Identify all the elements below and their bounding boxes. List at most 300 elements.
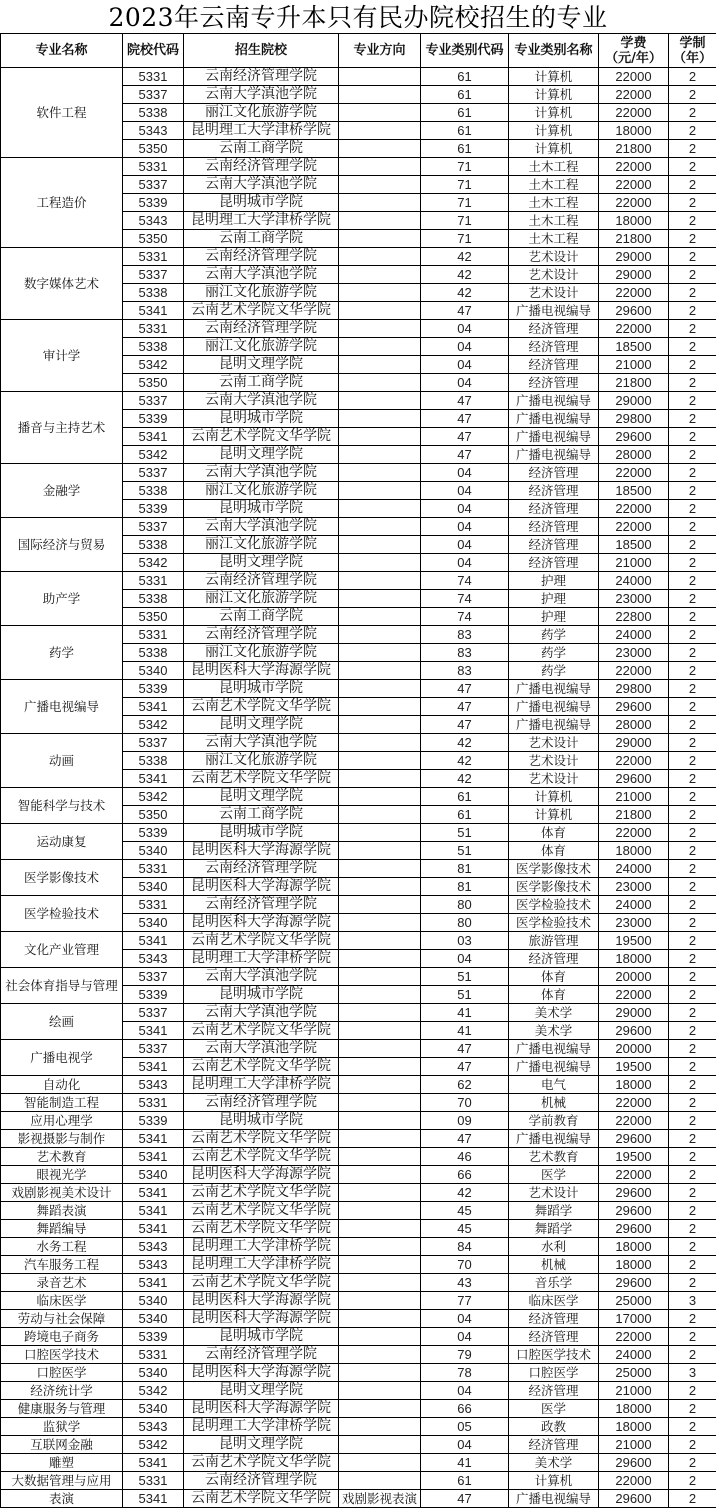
school-cell: 昆明城市学院: [184, 1112, 339, 1130]
category-name-cell: 艺术教育: [509, 1148, 599, 1166]
school-code-cell: 5341: [123, 1130, 184, 1148]
direction-cell: [339, 1166, 421, 1184]
direction-cell: [339, 338, 421, 356]
school-code-cell: 5341: [123, 428, 184, 446]
school-code-cell: 5341: [123, 1058, 184, 1076]
category-code-cell: 41: [421, 1454, 509, 1472]
years-cell: 2: [669, 104, 716, 122]
direction-cell: [339, 644, 421, 662]
school-code-cell: 5340: [123, 1364, 184, 1382]
school-cell: 昆明文理学院: [184, 1436, 339, 1454]
years-cell: 2: [669, 1454, 716, 1472]
direction-cell: [339, 1436, 421, 1454]
school-code-cell: 5338: [123, 536, 184, 554]
major-name-cell: 医学影像技术: [1, 860, 123, 896]
school-cell: 云南艺术学院文华学院: [184, 698, 339, 716]
school-code-cell: 5331: [123, 896, 184, 914]
school-code-cell: 5342: [123, 446, 184, 464]
category-code-cell: 71: [421, 194, 509, 212]
school-code-cell: 5339: [123, 500, 184, 518]
category-code-cell: 51: [421, 986, 509, 1004]
school-code-cell: 5339: [123, 680, 184, 698]
category-code-cell: 47: [421, 716, 509, 734]
header-school: 招生院校: [184, 34, 339, 68]
category-code-cell: 61: [421, 806, 509, 824]
major-name-cell: 劳动与社会保障: [1, 1310, 123, 1328]
major-name-cell: 水务工程: [1, 1238, 123, 1256]
school-code-cell: 5340: [123, 842, 184, 860]
school-code-cell: 5339: [123, 194, 184, 212]
category-code-cell: 79: [421, 1346, 509, 1364]
table-row: [1, 392, 716, 410]
table-row: [1, 1436, 716, 1454]
school-cell: 云南经济管理学院: [184, 860, 339, 878]
category-code-cell: 66: [421, 1400, 509, 1418]
major-name-cell: 互联网金融: [1, 1436, 123, 1454]
category-name-cell: 广播电视编导: [509, 1490, 599, 1508]
fee-cell: 22800: [599, 608, 669, 626]
major-name-cell: 表演: [1, 1490, 123, 1508]
category-code-cell: 04: [421, 1328, 509, 1346]
direction-cell: [339, 1382, 421, 1400]
school-cell: 云南艺术学院文华学院: [184, 302, 339, 320]
category-name-cell: 艺术设计: [509, 734, 599, 752]
major-name-cell: 大数据管理与应用: [1, 1472, 123, 1490]
school-code-cell: 5337: [123, 518, 184, 536]
school-cell: 昆明城市学院: [184, 986, 339, 1004]
direction-cell: [339, 968, 421, 986]
direction-cell: [339, 932, 421, 950]
school-code-cell: 5338: [123, 338, 184, 356]
years-cell: 2: [669, 860, 716, 878]
school-cell: 丽江文化旅游学院: [184, 752, 339, 770]
school-code-cell: 5342: [123, 1382, 184, 1400]
direction-cell: [339, 1454, 421, 1472]
direction-cell: [339, 464, 421, 482]
fee-cell: 22000: [599, 752, 669, 770]
category-code-cell: 84: [421, 1238, 509, 1256]
category-code-cell: 09: [421, 1112, 509, 1130]
major-name-cell: 数字媒体艺术: [1, 248, 123, 320]
school-cell: 云南经济管理学院: [184, 68, 339, 86]
direction-cell: 戏剧影视表演: [339, 1490, 421, 1508]
category-name-cell: 经济管理: [509, 536, 599, 554]
fee-cell: 29000: [599, 1004, 669, 1022]
fee-cell: 22000: [599, 1166, 669, 1184]
direction-cell: [339, 266, 421, 284]
direction-cell: [339, 194, 421, 212]
category-code-cell: 04: [421, 518, 509, 536]
school-code-cell: 5340: [123, 1310, 184, 1328]
category-name-cell: 广播电视编导: [509, 410, 599, 428]
years-cell: 2: [669, 1004, 716, 1022]
table-row: [1, 1220, 716, 1238]
header-years-line1: 学制: [669, 36, 716, 51]
direction-cell: [339, 896, 421, 914]
table-row: [1, 1112, 716, 1130]
direction-cell: [339, 356, 421, 374]
years-cell: 2: [669, 356, 716, 374]
direction-cell: [339, 86, 421, 104]
school-code-cell: 5337: [123, 176, 184, 194]
years-cell: 2: [669, 626, 716, 644]
category-code-cell: 61: [421, 68, 509, 86]
school-cell: 昆明文理学院: [184, 1382, 339, 1400]
major-name-cell: 智能科学与技术: [1, 788, 123, 824]
direction-cell: [339, 1094, 421, 1112]
fee-cell: 22000: [599, 68, 669, 86]
category-code-cell: 78: [421, 1364, 509, 1382]
school-code-cell: 5331: [123, 1472, 184, 1490]
school-code-cell: 5341: [123, 1490, 184, 1508]
category-code-cell: 04: [421, 320, 509, 338]
fee-cell: 22000: [599, 1112, 669, 1130]
school-code-cell: 5342: [123, 1436, 184, 1454]
school-cell: 云南艺术学院文华学院: [184, 1184, 339, 1202]
category-name-cell: 经济管理: [509, 1436, 599, 1454]
years-cell: 2: [669, 608, 716, 626]
direction-cell: [339, 662, 421, 680]
fee-cell: 19500: [599, 1148, 669, 1166]
school-code-cell: 5331: [123, 626, 184, 644]
category-name-cell: 广播电视编导: [509, 1040, 599, 1058]
years-cell: 2: [669, 140, 716, 158]
category-code-cell: 47: [421, 302, 509, 320]
category-code-cell: 03: [421, 932, 509, 950]
school-code-cell: 5350: [123, 608, 184, 626]
category-code-cell: 74: [421, 590, 509, 608]
category-name-cell: 土木工程: [509, 230, 599, 248]
years-cell: 2: [669, 842, 716, 860]
fee-cell: 22000: [599, 284, 669, 302]
fee-cell: 29600: [599, 1220, 669, 1238]
direction-cell: [339, 1418, 421, 1436]
direction-cell: [339, 1004, 421, 1022]
school-cell: 昆明医科大学海源学院: [184, 914, 339, 932]
direction-cell: [339, 878, 421, 896]
school-code-cell: 5338: [123, 482, 184, 500]
category-code-cell: 61: [421, 122, 509, 140]
years-cell: 2: [669, 482, 716, 500]
table-row: [1, 680, 716, 698]
direction-cell: [339, 554, 421, 572]
direction-cell: [339, 1364, 421, 1382]
category-name-cell: 医学: [509, 1166, 599, 1184]
table-row: [1, 1490, 716, 1508]
category-name-cell: 医学检验技术: [509, 896, 599, 914]
school-cell: 云南大学滇池学院: [184, 464, 339, 482]
fee-cell: 18000: [599, 1076, 669, 1094]
major-name-cell: 广播电视编导: [1, 680, 123, 734]
years-cell: 2: [669, 500, 716, 518]
school-code-cell: 5331: [123, 320, 184, 338]
school-cell: 丽江文化旅游学院: [184, 482, 339, 500]
years-cell: 2: [669, 1220, 716, 1238]
direction-cell: [339, 140, 421, 158]
fee-cell: 20000: [599, 968, 669, 986]
category-name-cell: 临床医学: [509, 1292, 599, 1310]
category-name-cell: 广播电视编导: [509, 1058, 599, 1076]
major-name-cell: 软件工程: [1, 68, 123, 158]
years-cell: 2: [669, 176, 716, 194]
category-code-cell: 04: [421, 482, 509, 500]
major-name-cell: 汽车服务工程: [1, 1256, 123, 1274]
school-cell: 丽江文化旅游学院: [184, 536, 339, 554]
category-code-cell: 42: [421, 284, 509, 302]
category-code-cell: 04: [421, 554, 509, 572]
major-name-cell: 广播电视学: [1, 1040, 123, 1076]
header-category-name: 专业类别名称: [509, 34, 599, 68]
years-cell: 2: [669, 824, 716, 842]
direction-cell: [339, 860, 421, 878]
fee-cell: 29600: [599, 302, 669, 320]
table-row: [1, 1004, 716, 1022]
direction-cell: [339, 518, 421, 536]
category-code-cell: 47: [421, 698, 509, 716]
school-cell: 云南艺术学院文华学院: [184, 1202, 339, 1220]
years-cell: 2: [669, 212, 716, 230]
category-name-cell: 土木工程: [509, 176, 599, 194]
school-cell: 昆明医科大学海源学院: [184, 1400, 339, 1418]
category-name-cell: 经济管理: [509, 338, 599, 356]
category-name-cell: 经济管理: [509, 320, 599, 338]
years-cell: 2: [669, 518, 716, 536]
years-cell: 2: [669, 1382, 716, 1400]
fee-cell: 24000: [599, 860, 669, 878]
major-name-cell: 文化产业管理: [1, 932, 123, 968]
category-code-cell: 04: [421, 500, 509, 518]
school-code-cell: 5342: [123, 356, 184, 374]
fee-cell: 22000: [599, 176, 669, 194]
fee-cell: 29800: [599, 680, 669, 698]
school-code-cell: 5337: [123, 734, 184, 752]
fee-cell: 18500: [599, 536, 669, 554]
table-row: [1, 1238, 716, 1256]
table-row: [1, 1346, 716, 1364]
direction-cell: [339, 1256, 421, 1274]
category-name-cell: 护理: [509, 608, 599, 626]
category-code-cell: 42: [421, 1184, 509, 1202]
school-code-cell: 5343: [123, 1076, 184, 1094]
school-code-cell: 5337: [123, 266, 184, 284]
school-code-cell: 5343: [123, 1238, 184, 1256]
fee-cell: 22000: [599, 104, 669, 122]
category-name-cell: 广播电视编导: [509, 446, 599, 464]
table-row: [1, 572, 716, 590]
school-code-cell: 5337: [123, 968, 184, 986]
school-code-cell: 5350: [123, 374, 184, 392]
major-name-cell: 金融学: [1, 464, 123, 518]
category-code-cell: 51: [421, 968, 509, 986]
table-row: [1, 1454, 716, 1472]
category-code-cell: 47: [421, 1490, 509, 1508]
category-code-cell: 04: [421, 464, 509, 482]
category-code-cell: 04: [421, 338, 509, 356]
direction-cell: [339, 320, 421, 338]
school-cell: 云南大学滇池学院: [184, 1004, 339, 1022]
category-code-cell: 04: [421, 1382, 509, 1400]
major-name-cell: 跨境电子商务: [1, 1328, 123, 1346]
direction-cell: [339, 536, 421, 554]
direction-cell: [339, 248, 421, 266]
category-code-cell: 42: [421, 248, 509, 266]
table-row: [1, 1400, 716, 1418]
category-name-cell: 土木工程: [509, 158, 599, 176]
school-code-cell: 5337: [123, 464, 184, 482]
category-name-cell: 舞蹈学: [509, 1220, 599, 1238]
table-row: [1, 1274, 716, 1292]
years-cell: 2: [669, 878, 716, 896]
years-cell: 2: [669, 302, 716, 320]
category-code-cell: 47: [421, 392, 509, 410]
school-cell: 丽江文化旅游学院: [184, 644, 339, 662]
major-name-cell: 运动康复: [1, 824, 123, 860]
years-cell: 2: [669, 338, 716, 356]
school-cell: 云南经济管理学院: [184, 248, 339, 266]
category-name-cell: 广播电视编导: [509, 698, 599, 716]
category-code-cell: 83: [421, 626, 509, 644]
major-name-cell: 绘画: [1, 1004, 123, 1040]
direction-cell: [339, 230, 421, 248]
fee-cell: 18500: [599, 338, 669, 356]
category-name-cell: 计算机: [509, 806, 599, 824]
category-name-cell: 艺术设计: [509, 770, 599, 788]
fee-cell: 22000: [599, 86, 669, 104]
school-code-cell: 5338: [123, 644, 184, 662]
category-name-cell: 广播电视编导: [509, 302, 599, 320]
school-code-cell: 5341: [123, 1274, 184, 1292]
category-name-cell: 护理: [509, 590, 599, 608]
fee-cell: 22000: [599, 1472, 669, 1490]
fee-cell: 21000: [599, 1436, 669, 1454]
school-cell: 云南大学滇池学院: [184, 518, 339, 536]
category-code-cell: 04: [421, 950, 509, 968]
school-cell: 云南艺术学院文华学院: [184, 770, 339, 788]
years-cell: 2: [669, 1022, 716, 1040]
direction-cell: [339, 1220, 421, 1238]
fee-cell: 22000: [599, 1328, 669, 1346]
school-cell: 云南艺术学院文华学院: [184, 1130, 339, 1148]
direction-cell: [339, 500, 421, 518]
category-code-cell: 71: [421, 176, 509, 194]
category-code-cell: 47: [421, 680, 509, 698]
header-category-code: 专业类别代码: [421, 34, 509, 68]
years-cell: 2: [669, 590, 716, 608]
years-cell: 2: [669, 1274, 716, 1292]
school-code-cell: 5343: [123, 122, 184, 140]
category-code-cell: 04: [421, 356, 509, 374]
category-name-cell: 音乐学: [509, 1274, 599, 1292]
major-name-cell: 口腔医学技术: [1, 1346, 123, 1364]
fee-cell: 18000: [599, 1238, 669, 1256]
category-name-cell: 计算机: [509, 140, 599, 158]
school-code-cell: 5331: [123, 860, 184, 878]
category-code-cell: 47: [421, 428, 509, 446]
fee-cell: 18000: [599, 1418, 669, 1436]
school-code-cell: 5331: [123, 68, 184, 86]
direction-cell: [339, 1184, 421, 1202]
school-cell: 昆明理工大学津桥学院: [184, 212, 339, 230]
category-name-cell: 口腔医学技术: [509, 1346, 599, 1364]
category-name-cell: 政教: [509, 1418, 599, 1436]
header-fee-line2: （元/年）: [599, 51, 668, 66]
table-row: [1, 1328, 716, 1346]
category-name-cell: 经济管理: [509, 1328, 599, 1346]
category-code-cell: 41: [421, 1004, 509, 1022]
years-cell: 2: [669, 788, 716, 806]
school-code-cell: 5343: [123, 1256, 184, 1274]
category-name-cell: 舞蹈学: [509, 1202, 599, 1220]
fee-cell: 22000: [599, 518, 669, 536]
years-cell: 2: [669, 1238, 716, 1256]
years-cell: 2: [669, 950, 716, 968]
category-name-cell: 经济管理: [509, 464, 599, 482]
years-cell: 2: [669, 1130, 716, 1148]
fee-cell: 25000: [599, 1364, 669, 1382]
school-code-cell: 5337: [123, 86, 184, 104]
category-code-cell: 47: [421, 1130, 509, 1148]
school-code-cell: 5341: [123, 1202, 184, 1220]
header-fee: [599, 34, 669, 68]
direction-cell: [339, 302, 421, 320]
school-cell: 昆明医科大学海源学院: [184, 842, 339, 860]
fee-cell: 22000: [599, 320, 669, 338]
fee-cell: 21000: [599, 356, 669, 374]
table-row: [1, 1292, 716, 1310]
direction-cell: [339, 104, 421, 122]
school-code-cell: 5341: [123, 1454, 184, 1472]
table-row: [1, 1364, 716, 1382]
category-name-cell: 经济管理: [509, 356, 599, 374]
category-code-cell: 42: [421, 752, 509, 770]
school-code-cell: 5337: [123, 392, 184, 410]
category-code-cell: 45: [421, 1220, 509, 1238]
fee-cell: 19500: [599, 1058, 669, 1076]
category-name-cell: 计算机: [509, 86, 599, 104]
school-cell: 昆明文理学院: [184, 716, 339, 734]
years-cell: 2: [669, 698, 716, 716]
years-cell: 2: [669, 1058, 716, 1076]
school-cell: 云南经济管理学院: [184, 572, 339, 590]
school-code-cell: 5338: [123, 752, 184, 770]
school-code-cell: 5350: [123, 230, 184, 248]
years-cell: 2: [669, 1346, 716, 1364]
school-cell: 云南大学滇池学院: [184, 266, 339, 284]
years-cell: 2: [669, 464, 716, 482]
school-code-cell: 5341: [123, 1148, 184, 1166]
table-row: [1, 1382, 716, 1400]
school-code-cell: 5343: [123, 212, 184, 230]
category-code-cell: 77: [421, 1292, 509, 1310]
table-row: [1, 788, 716, 806]
direction-cell: [339, 1274, 421, 1292]
category-name-cell: 护理: [509, 572, 599, 590]
school-cell: 云南经济管理学院: [184, 158, 339, 176]
major-name-cell: 药学: [1, 626, 123, 680]
school-code-cell: 5341: [123, 698, 184, 716]
category-name-cell: 经济管理: [509, 1310, 599, 1328]
fee-cell: 29600: [599, 1274, 669, 1292]
school-cell: 云南大学滇池学院: [184, 392, 339, 410]
category-name-cell: 体育: [509, 968, 599, 986]
years-cell: 2: [669, 1202, 716, 1220]
major-name-cell: 审计学: [1, 320, 123, 392]
category-name-cell: 经济管理: [509, 482, 599, 500]
category-code-cell: 80: [421, 896, 509, 914]
school-code-cell: 5350: [123, 806, 184, 824]
fee-cell: 29000: [599, 266, 669, 284]
years-cell: 2: [669, 1112, 716, 1130]
